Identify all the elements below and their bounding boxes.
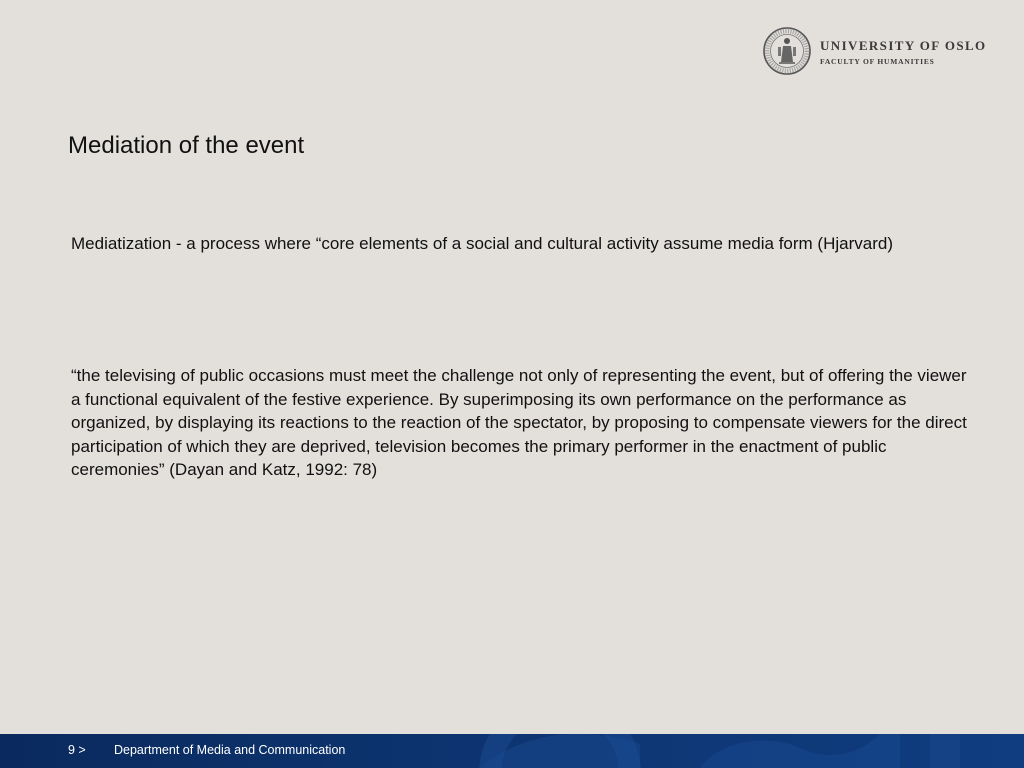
footer-bar (0, 734, 1024, 768)
slide-title: Mediation of the event (68, 132, 305, 159)
paragraph-mediatization: Mediatization - a process where “core elements of a social and cultural activity assume media form (Hjarvard) (71, 234, 893, 253)
university-seal-icon (762, 26, 812, 76)
university-logo (762, 26, 1002, 78)
faculty-name: FACULTY OF HUMANITIES (820, 57, 935, 66)
page-number[interactable]: 9 > (68, 743, 86, 757)
department-name: Department of Media and Communication (114, 743, 346, 757)
university-name: UNIVERSITY OF OSLO (820, 38, 987, 53)
paragraph-quote: “the televising of public occasions must meet the challenge not only of representing the event, but of offering the viewer a functional equivalent of the festive experience. By superimposing its own performance on the performance as organized, by displaying its reactions to the reaction of the spectator, by proposing to compensate viewers for the direct participation of which they are deprived, television becomes the primary performer in the enactment of public ceremonies” (Dayan and Katz, 1992: 78) (71, 366, 967, 479)
